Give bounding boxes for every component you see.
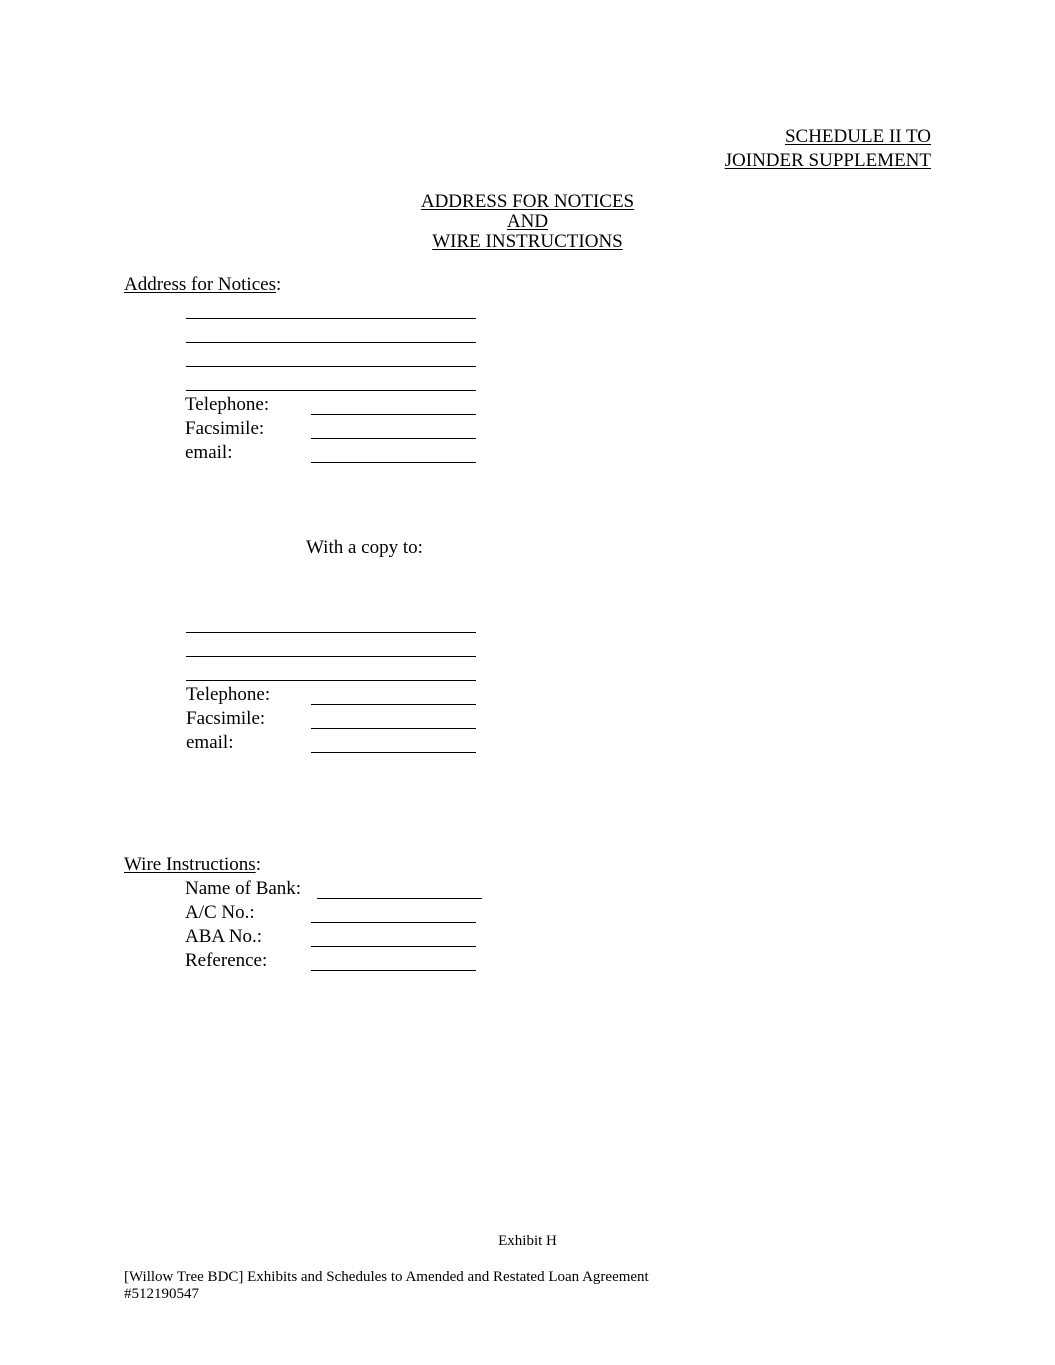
footer-doc-title: [Willow Tree BDC] Exhibits and Schedules to Amended and Restated Loan Agreement — [124, 1269, 649, 1285]
copy-facsimile-label: Facsimile: — [186, 708, 266, 729]
notices-address-line-1[interactable] — [186, 318, 476, 319]
wire-heading-colon: : — [255, 854, 261, 875]
notices-telephone-field[interactable] — [311, 414, 476, 415]
copy-email-label: email: — [186, 732, 234, 753]
wire-reference-label: Reference: — [185, 950, 268, 971]
wire-reference-field[interactable] — [311, 970, 476, 971]
copy-address-line-2[interactable] — [186, 656, 476, 657]
notices-heading-colon: : — [275, 274, 282, 295]
notices-facsimile-field[interactable] — [311, 438, 476, 439]
wire-ac-field[interactable] — [311, 922, 476, 923]
notices-facsimile-label: Facsimile: — [185, 418, 265, 439]
notices-heading — [124, 274, 281, 296]
copy-email-field[interactable] — [311, 752, 476, 753]
notices-email-field[interactable] — [311, 462, 476, 463]
wire-heading — [124, 854, 261, 876]
copy-telephone-label: Telephone: — [186, 684, 271, 705]
schedule-line-2: JOINDER SUPPLEMENT — [724, 150, 931, 171]
wire-aba-field[interactable] — [311, 946, 476, 947]
notices-address-line-2[interactable] — [186, 342, 476, 343]
notices-heading-text: Address for Notices — [124, 274, 276, 295]
copy-address-line-1[interactable] — [186, 632, 476, 633]
copy-facsimile-field[interactable] — [311, 728, 476, 729]
notices-address-line-4[interactable] — [186, 390, 476, 391]
wire-bank-label: Name of Bank: — [185, 878, 302, 899]
wire-heading-text: Wire Instructions — [124, 854, 256, 875]
notices-email-label: email: — [185, 442, 233, 463]
footer-doc-number: #512190547 — [124, 1286, 199, 1302]
title-line-2: AND — [506, 211, 549, 232]
title-line-3: WIRE INSTRUCTIONS — [432, 231, 623, 252]
notices-address-line-3[interactable] — [186, 366, 476, 367]
wire-bank-field[interactable] — [317, 898, 482, 899]
copy-heading: With a copy to: — [306, 537, 423, 558]
wire-aba-label: ABA No.: — [185, 926, 263, 947]
copy-address-line-3[interactable] — [186, 680, 476, 681]
footer-exhibit: Exhibit H — [498, 1233, 557, 1249]
wire-ac-label: A/C No.: — [185, 902, 255, 923]
schedule-line-1: SCHEDULE II TO — [784, 126, 931, 147]
title-line-1: ADDRESS FOR NOTICES — [420, 191, 635, 212]
notices-telephone-label: Telephone: — [185, 394, 270, 415]
copy-telephone-field[interactable] — [311, 704, 476, 705]
